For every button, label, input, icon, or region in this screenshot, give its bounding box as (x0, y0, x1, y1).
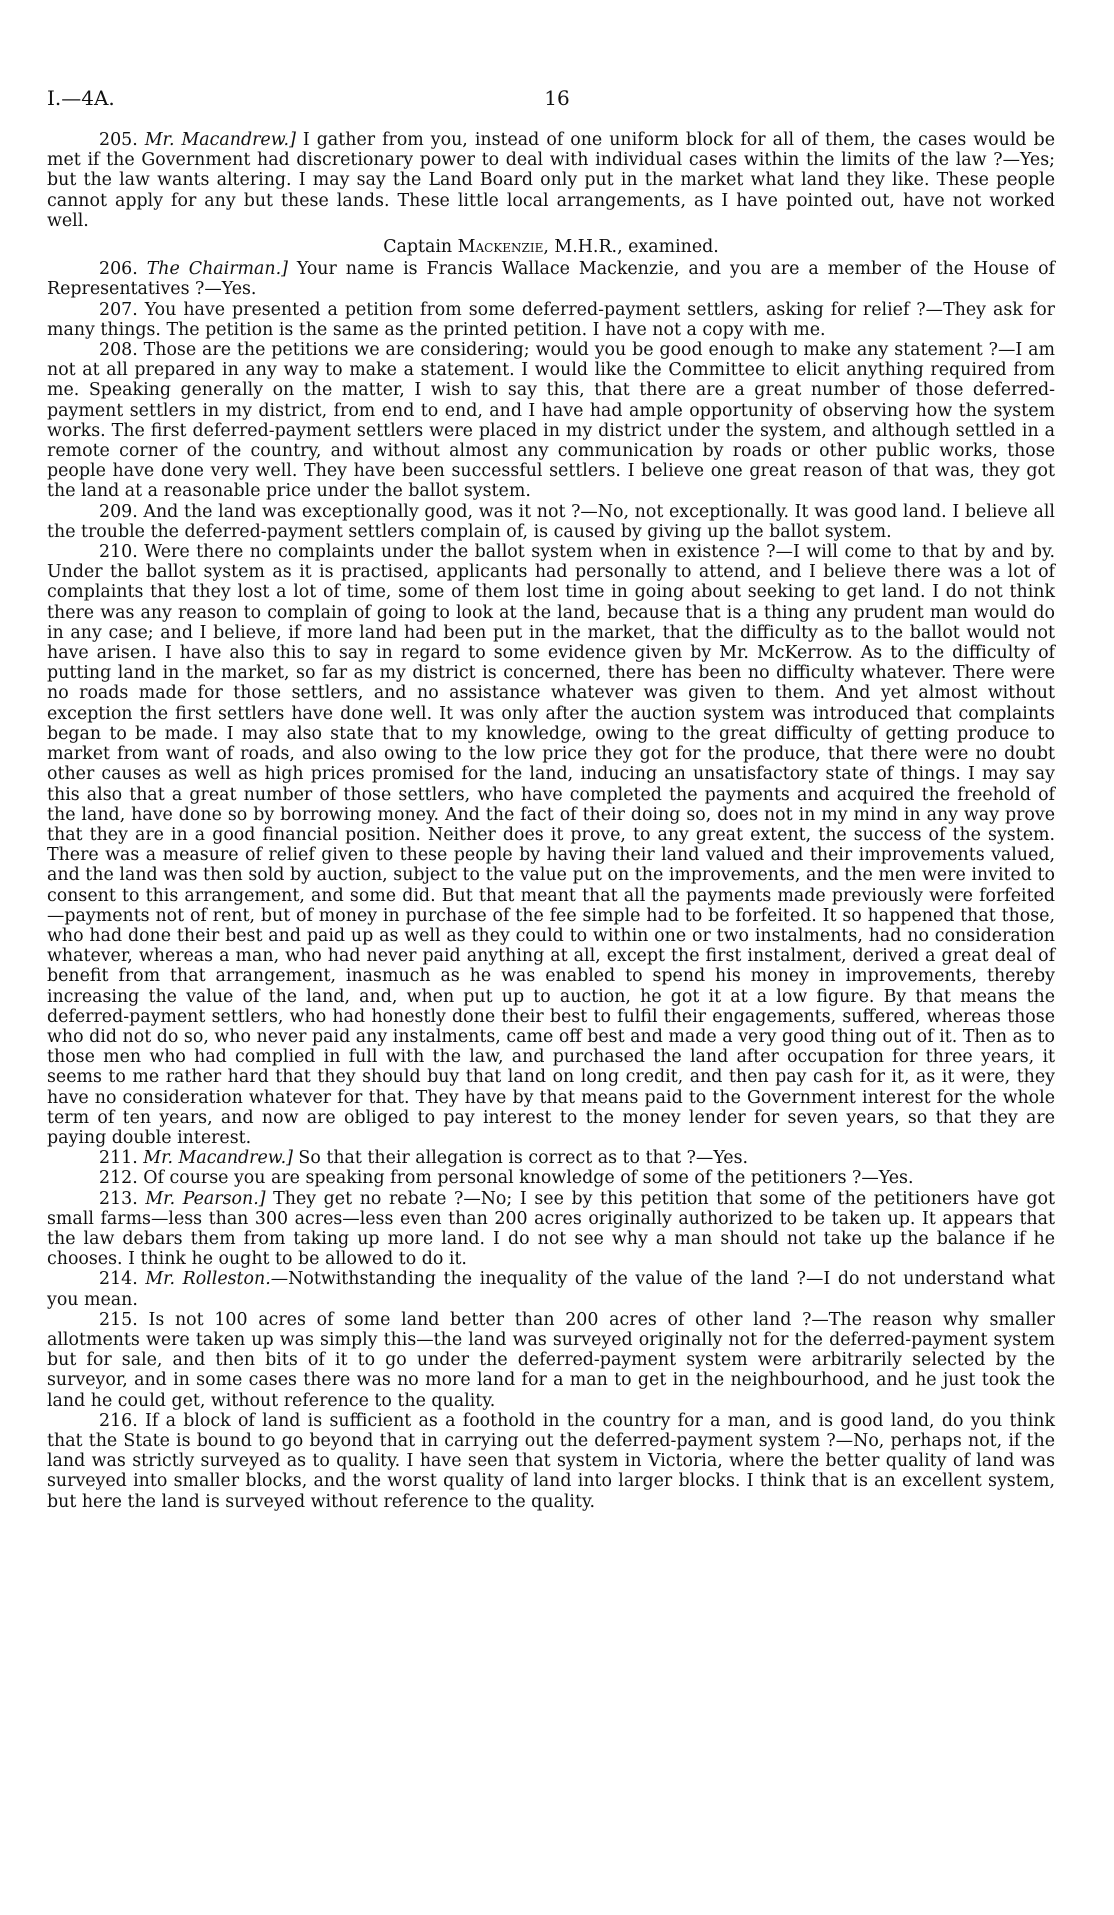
paragraph-210: 210. Were there no complaints under the ballot system when in existence ?—I will come to that by and by. Under the ballot system as it is practised, applicants had personally to attend, and I believe there was a lot of complaints that they lost a lot of time, some of them lost time in going about seeking to get land. I do not think there was any reason to complain of going to look at the land, because that is a thing any prudent man would do in any case; and I believe, if more land had been put in the market, that the difficulty as to the ballot would not have arisen. I have also this to say in regard to some evidence given by Mr. McKerrow. As to the difficulty of putting land in the market, so far as my district is concerned, there has been no difficulty whatever. There were no roads made for those settlers, and no assistance whatever was given to them. And yet almost without exception the first settlers have done well. It was only after the auction system was introduced that complaints began to be made. I may also state that to my knowledge, owing to the great difficulty of getting produce to market from want of roads, and also owing to the low price they got for the produce, that there were no doubt other causes as well as high prices promised for the land, inducing an unsatisfactory state of things. I may say this also that a great number of those settlers, who have completed the payments and acquired the freehold of the land, have done so by borrowing money. And the fact of their doing so, does not in my mind in any way prove that they are in a good financial position. Neither does it prove, to any great extent, the success of the system. There was a measure of relief given to these people by having their land valued and their improvements valued, and the land was then sold by auction, subject to the value put on the improvements, and the men were invited to consent to this arrangement, and some did. But that meant that all the payments made previously were forfeited—payments not of rent, but of money in purchase of the fee simple had to be forfeited. It so happened that those, who had done their best and paid up as well as they could to within one or two instalments, had no consideration whatever, whereas a man, who had never paid anything at all, except the first instalment, derived a great deal of benefit from that arrangement, inasmuch as he was enabled to spend his money in improvements, thereby increasing the value of the land, and, when put up to auction, he got it at a low figure. By that means the deferred-payment settlers, who had honestly done their best to fulfil their engagements, suffered, whereas those who did not do so, who never paid any instalments, came off best and made a very good thing out of it. Then as to those men who had complied in full with the law, and purchased the land after occupation for three years, it seems to me rather hard that they should buy that land on long credit, and then pay cash for it, as it were, they have no consideration whatever for that. They have by that means paid to the Government interest for the whole term of ten years, and now are obliged to pay interest to the money lender for seven years, so that they are paying double interest. (47, 542, 1056, 1148)
paragraph-214: 214. Mr. Rolleston.—Notwithstanding the inequality of the value of the land ?—I do not understand what you mean. (47, 1269, 1056, 1310)
paragraph-207: 207. You have presented a petition from some deferred-payment settlers, asking for relief ?—They ask for many things. The petition is the same as the printed petition. I have not a copy with me. (47, 299, 1055, 340)
paragraph-209: 209. And the land was exceptionally good, was it not ?—No, not exceptionally. It was good land. I believe all the trouble the deferred-payment settlers complain of, is caused by giving up the ballot system. (47, 501, 1055, 542)
witness-heading: Captain Mackenzie, M.H.R., examined. (383, 237, 719, 258)
speaker: The Chairman.] (146, 259, 288, 280)
speaker: Mr. Macandrew.] (143, 1148, 293, 1169)
speaker: Mr. Macandrew.] (144, 130, 296, 150)
paragraph-215: 215. Is not 100 acres of some land better than 200 acres of other land ?—The reason why smaller allotments were taken up was simply this—the land was surveyed originally not for the deferred-payment system but for sale, and then bits of it to go under the deferred-payment system were arbitrarily selected by the surveyor, and in some cases there was no more land for a man to get in the neighbourhood, and he just took the land he could get, without reference to the quality. (47, 1309, 1055, 1411)
paragraph-212: 212. Of course you are speaking from personal knowledge of some of the petitioners ?—Yes. (99, 1168, 914, 1189)
page-header (47, 86, 1067, 116)
paragraph-213: 213. Mr. Pearson.] They get no rebate ?—No; I see by this petition that some of the petitioners have got small farms—less than 300 acres—less even than 200 acres originally authorized to be taken up. It appears that the law debars them from taking up more land. I do not see why a man should not take up the balance if he chooses. I think he ought to be allowed to do it. (47, 1188, 1055, 1270)
paragraph-211: 211. Mr. Macandrew.] So that their allegation is correct as to that ?—Yes. (99, 1148, 749, 1169)
paragraph-208: 208. Those are the petitions we are considering; would you be good enough to make any statement ?—I am not at all prepared in any way to make a statement. I would like the Committee to elicit anything required from me. Speaking generally on the matter, I wish to say this, that there are a great number of those deferred-payment settlers in my district, from end to end, and I have had ample opportunity of observing how the system works. The first deferred-payment settlers were placed in my district under the system, and although settled in a remote corner of the country, and without almost any communication by roads or other public works, those people have done very well. They have been successful settlers. I believe one great reason of that was, they got the land at a reasonable price under the ballot system. (47, 340, 1055, 502)
paragraph-205: 205. Mr. Macandrew.] I gather from you, instead of one uniform block for all of them, the cases would be met if the Government had discretionary power to deal with individual cases within the limits of the law ?—Yes; but the law wants altering. I may say the Land Board only put in the market what land they like. These people cannot apply for any but these lands. These little local arrangements, as I have pointed out, have not worked well. (47, 130, 1055, 231)
paragraph-206: 206. The Chairman.] Your name is Francis Wallace Mackenzie, and you are a member of the House of Representatives ?—Yes. (47, 259, 1055, 300)
speaker: Mr. Pearson.] (145, 1188, 266, 1209)
speaker: Mr. Rolleston.— (145, 1269, 289, 1290)
page-number: 16 (544, 86, 570, 110)
paragraph-216: 216. If a block of land is sufficient as a foothold in the country for a man, and is good land, do you think that the State is bound to go beyond that in carrying out the deferred-payment system ?—No, perhaps not, if the land was strictly surveyed as to quality. I have seen that system in Victoria, where the better quality of land was surveyed into smaller blocks, and the worst quality of land into larger blocks. I think that is an excellent system, but here the land is surveyed without reference to the quality. (47, 1410, 1055, 1512)
document-body (47, 130, 1055, 1512)
document-reference: I.—4A. (47, 86, 115, 110)
